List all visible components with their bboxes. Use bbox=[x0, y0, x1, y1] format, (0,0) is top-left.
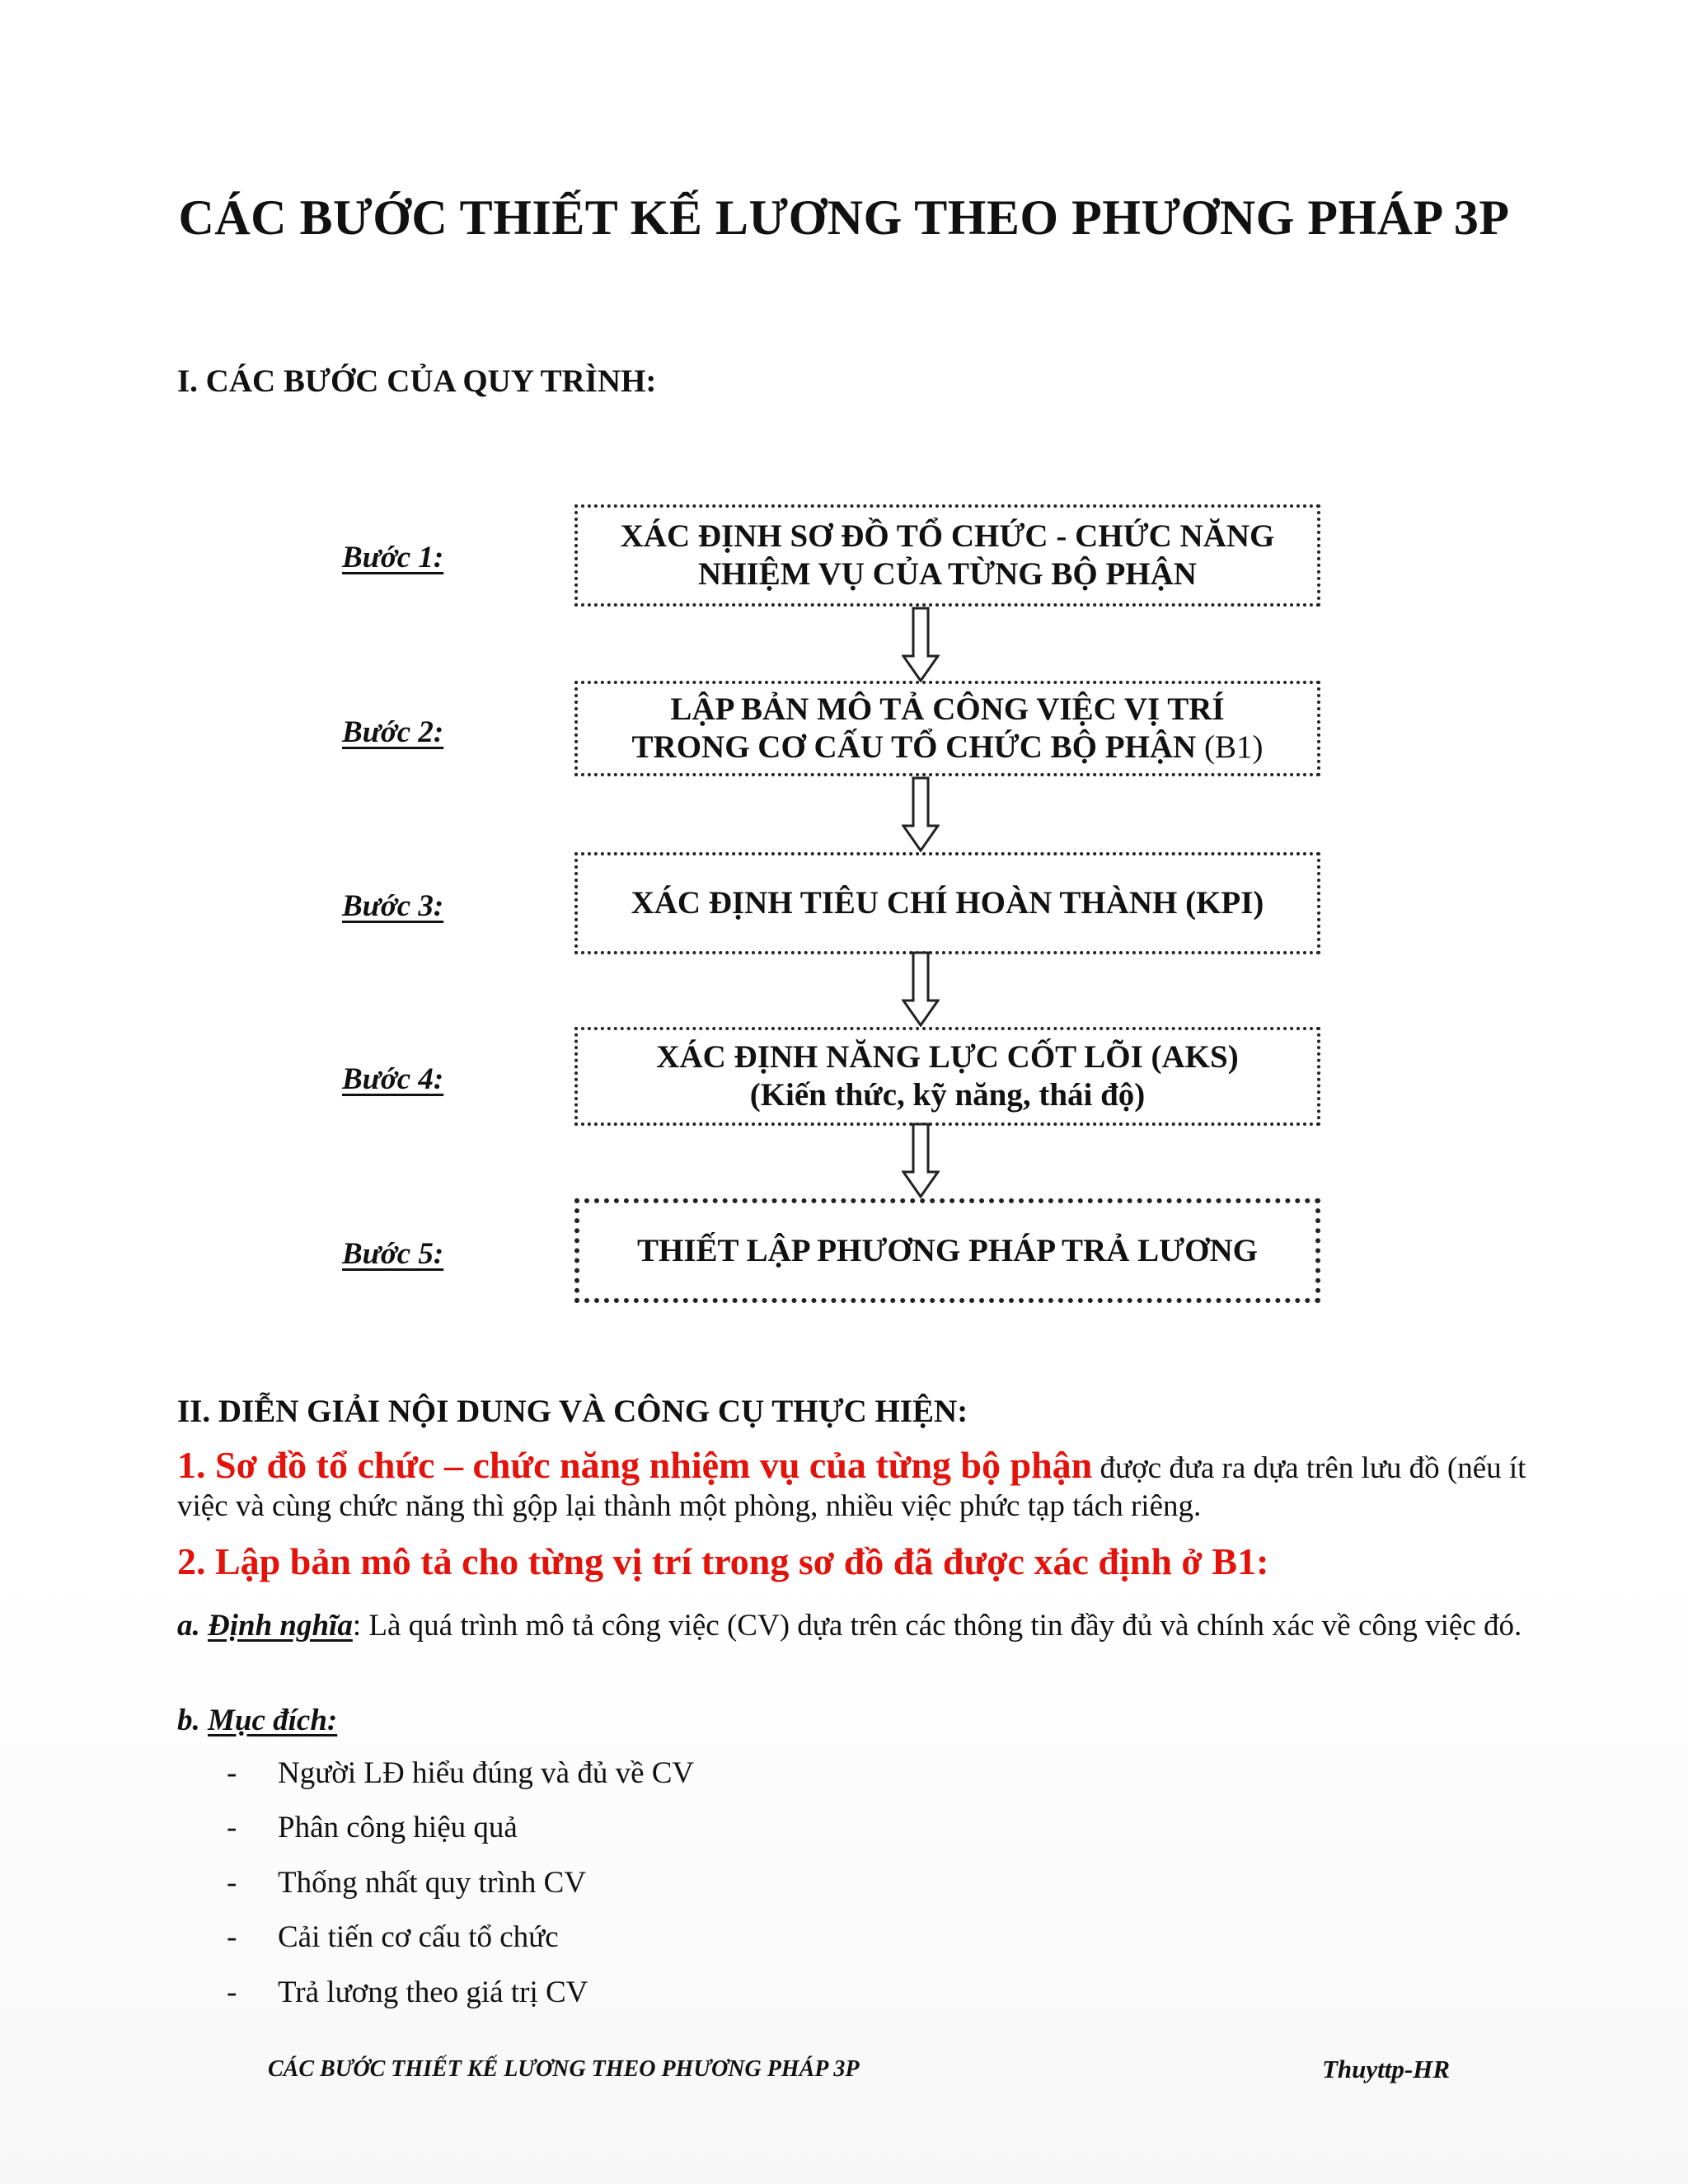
arrow-down-icon bbox=[902, 1122, 940, 1198]
list-item bbox=[227, 1755, 694, 1791]
list-item-text: Thống nhất quy trình CV bbox=[278, 1866, 587, 1900]
list-item-text: Phân công hiệu quả bbox=[278, 1811, 518, 1844]
step-3-box bbox=[574, 852, 1320, 954]
bullet-marker: - bbox=[227, 1811, 237, 1844]
step-4-line-2: (Kiến thức, kỹ năng, thái độ) bbox=[749, 1077, 1146, 1113]
step-5-box bbox=[574, 1198, 1320, 1303]
step-2-line-2: TRONG CƠ CẤU TỔ CHỨC BỘ PHẬN bbox=[631, 729, 1197, 765]
bullet-marker: - bbox=[227, 1866, 237, 1900]
step-5-label: Bước 5: bbox=[342, 1237, 444, 1271]
step-5-line-1: THIẾT LẬP PHƯƠNG PHÁP TRẢ LƯƠNG bbox=[637, 1232, 1258, 1268]
definition-prefix: a. bbox=[177, 1609, 208, 1643]
item-1-paragraph bbox=[177, 1446, 1550, 1526]
section-1-heading: I. CÁC BƯỚC CỦA QUY TRÌNH: bbox=[177, 363, 657, 399]
step-1-box bbox=[574, 504, 1320, 607]
arrow-down-icon bbox=[902, 951, 940, 1027]
step-3-label: Bước 3: bbox=[342, 889, 444, 923]
list-item bbox=[227, 1865, 586, 1900]
step-2-box bbox=[574, 681, 1320, 776]
bullet-marker: - bbox=[227, 1975, 237, 2009]
item-1-title: 1. Sơ đồ tổ chức – chức năng nhiệm vụ của từng bộ phận bbox=[177, 1444, 1093, 1486]
list-item bbox=[227, 1975, 588, 2010]
definition-label: Định nghĩa bbox=[208, 1609, 353, 1643]
definition-paragraph bbox=[177, 1607, 1550, 1645]
item-2-title: 2. Lập bản mô tả cho từng vị trí trong sơ đồ đã được xác định ở B1: bbox=[177, 1540, 1269, 1582]
purpose-label: Mục đích: bbox=[208, 1704, 338, 1737]
step-1-label: Bước 1: bbox=[342, 541, 444, 574]
list-item-text: Cải tiến cơ cấu tổ chức bbox=[278, 1920, 559, 1954]
arrow-down-icon bbox=[902, 607, 940, 682]
list-item bbox=[227, 1919, 559, 1955]
arrow-down-icon bbox=[902, 776, 940, 852]
list-item-text: Trả lương theo giá trị CV bbox=[278, 1975, 588, 2009]
bullet-marker: - bbox=[227, 1920, 237, 1954]
step-4-label: Bước 4: bbox=[342, 1062, 444, 1096]
page-title: CÁC BƯỚC THIẾT KẾ LƯƠNG THEO PHƯƠNG PHÁP 3P bbox=[178, 190, 1510, 245]
definition-text: : Là quá trình mô tả công việc (CV) dựa trên các thông tin đầy đủ và chính xác về công việc đó. bbox=[352, 1609, 1522, 1643]
item-1-text: được đưa ra dựa trên lưu đồ (nếu ít việc và cùng chức năng thì gộp lại thành một phòng, nhiều việc phức tạp tách riêng. bbox=[177, 1451, 1526, 1523]
bullet-marker: - bbox=[227, 1756, 237, 1790]
step-2-label: Bước 2: bbox=[342, 715, 444, 749]
step-4-box bbox=[574, 1027, 1320, 1126]
footer-title: CÁC BƯỚC THIẾT KẾ LƯƠNG THEO PHƯƠNG PHÁP 3P bbox=[268, 2056, 860, 2082]
footer-author: Thuyttp-HR bbox=[1322, 2055, 1451, 2083]
step-4-line-1: XÁC ĐỊNH NĂNG LỰC CỐT LÕI (AKS) bbox=[656, 1039, 1239, 1075]
section-2-heading: II. DIỄN GIẢI NỘI DUNG VÀ CÔNG CỤ THỰC HIỆN: bbox=[177, 1394, 968, 1429]
step-3-line-1: XÁC ĐỊNH TIÊU CHÍ HOÀN THÀNH (KPI) bbox=[631, 885, 1264, 921]
step-1-line-1: XÁC ĐỊNH SƠ ĐỒ TỔ CHỨC - CHỨC NĂNG bbox=[620, 518, 1275, 554]
step-2-line-2-ref: (B1) bbox=[1196, 729, 1264, 765]
step-1-line-2: NHIỆM VỤ CỦA TỪNG BỘ PHẬN bbox=[698, 556, 1197, 592]
purpose-prefix: b. bbox=[177, 1704, 208, 1737]
list-item bbox=[227, 1810, 518, 1845]
list-item-text: Người LĐ hiểu đúng và đủ về CV bbox=[278, 1756, 695, 1790]
purpose-heading bbox=[177, 1702, 1550, 1740]
step-2-line-1: LẬP BẢN MÔ TẢ CÔNG VIỆC VỊ TRÍ bbox=[670, 691, 1225, 727]
